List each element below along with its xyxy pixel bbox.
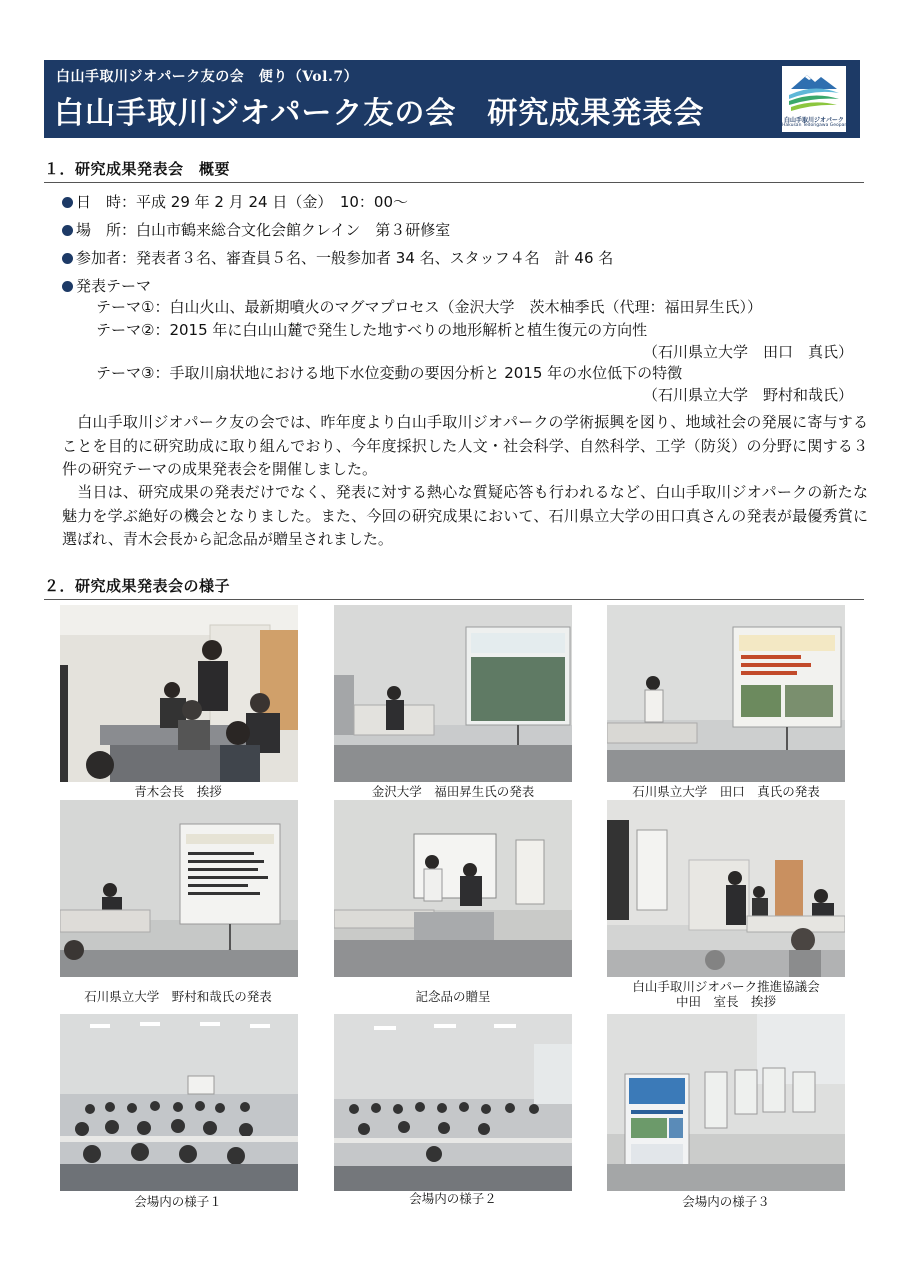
theme-title: 白山火山、最新期噴火のマグマプロセス（金沢大学 茨木柚季氏（代理：福田昇生氏）） xyxy=(169,298,762,316)
photo-image xyxy=(607,1014,845,1191)
photo-image xyxy=(607,605,845,782)
photo-council-speech xyxy=(607,800,845,977)
photo-image xyxy=(60,800,298,977)
photo-image xyxy=(334,1014,572,1191)
photo-image xyxy=(60,1014,298,1191)
info-label: 日 時： xyxy=(76,193,137,211)
theme-item-3 xyxy=(96,362,682,383)
bullet-icon xyxy=(62,225,73,236)
theme-item-1 xyxy=(96,296,762,317)
photo-image xyxy=(607,800,845,977)
info-label: 発表テーマ xyxy=(76,277,152,295)
info-item-themes xyxy=(62,275,151,296)
photo-caption: 金沢大学 福田昇生氏の発表 xyxy=(371,784,535,799)
geopark-logo xyxy=(782,66,849,132)
info-value: 平成 29 年 2 月 24 日（金） 10：00～ xyxy=(136,193,409,211)
info-item-datetime xyxy=(62,191,408,212)
photo-taguchi-presentation xyxy=(607,605,845,782)
photo-image xyxy=(334,800,572,977)
newsletter-subtitle: 白山手取川ジオパーク友の会 便り（Vol.7） xyxy=(56,69,359,85)
theme-title: 2015 年に白山山麓で発生した地すべりの地形解析と植生復元の方向性 xyxy=(169,321,648,339)
photo-caption-line2: 中田 室長 挨拶 xyxy=(675,994,776,1009)
theme-label: テーマ②： xyxy=(96,321,170,339)
theme-label: テーマ③： xyxy=(96,364,170,382)
photo-opening-speech xyxy=(60,605,298,782)
bullet-icon xyxy=(62,253,73,264)
geopark-logo-icon xyxy=(785,69,843,115)
photo-caption: 会場内の様子２ xyxy=(409,1191,497,1206)
body-paragraph-2: 当日は、研究成果の発表だけでなく、発表に対する熱心な質疑応答も行われるなど、白山手取川ジオパークの新たな魅力を学ぶ絶好の機会となりました。また、今回の研究成果において、石川県立大学の田口真さんの発表が最優秀賞に選ばれ、青木会長から記念品が贈呈されました。 xyxy=(62,483,868,548)
photo-caption: 白山手取川ジオパーク推進協議会 xyxy=(632,979,820,994)
photo-caption: 会場内の様子３ xyxy=(682,1194,770,1209)
theme-title: 手取川扇状地における地下水位変動の要因分析と 2015 年の水位低下の特徴 xyxy=(169,364,683,382)
info-item-participants xyxy=(62,247,613,268)
bullet-icon xyxy=(62,197,73,208)
photo-image xyxy=(60,605,298,782)
photo-caption: 記念品の贈呈 xyxy=(415,989,491,1004)
photo-nomura-presentation xyxy=(60,800,298,977)
photo-caption: 石川県立大学 田口 真氏の発表 xyxy=(632,784,820,799)
theme-affiliation-3: （石川県立大学 野村和哉氏） xyxy=(642,386,853,404)
theme-affiliation-2: （石川県立大学 田口 真氏） xyxy=(642,343,853,361)
page-title: 白山手取川ジオパーク友の会 研究成果発表会 xyxy=(54,96,705,131)
theme-item-2 xyxy=(96,319,647,340)
newsletter-header xyxy=(44,60,860,138)
logo-subtext: Hakusan Tedorigawa Geopark xyxy=(782,123,849,128)
body-paragraph-1: 白山手取川ジオパーク友の会では、昨年度より白山手取川ジオパークの学術振興を図り、地域社会の発展に寄与することを目的に研究助成に取り組んでおり、今年度採択した人文・社会科学、自然科学、工学（防災）の分野に関する３件の研究テーマの成果発表会を開催しました。 xyxy=(62,413,868,478)
photo-caption: 会場内の様子１ xyxy=(134,1194,222,1209)
info-label: 場 所： xyxy=(76,221,137,239)
logo-text: 白山手取川ジオパーク xyxy=(784,117,844,124)
photo-caption: 青木会長 挨拶 xyxy=(134,784,222,799)
photo-award-presentation xyxy=(334,800,572,977)
section-heading-photos: ２．研究成果発表会の様子 xyxy=(44,575,864,600)
section-heading-overview: １．研究成果発表会 概要 xyxy=(44,158,864,183)
photo-venue-1 xyxy=(60,1014,298,1191)
photo-venue-3 xyxy=(607,1014,845,1191)
info-value: 発表者３名、審査員５名、一般参加者 34 名、スタッフ４名 計 46 名 xyxy=(136,249,614,267)
bullet-icon xyxy=(62,281,73,292)
info-item-venue xyxy=(62,219,450,240)
photo-kanazawa-presentation xyxy=(334,605,572,782)
photo-venue-2 xyxy=(334,1014,572,1191)
theme-label: テーマ①： xyxy=(96,298,170,316)
photo-caption: 石川県立大学 野村和哉氏の発表 xyxy=(84,989,272,1004)
photo-image xyxy=(334,605,572,782)
info-value: 白山市鶴来総合文化会館クレイン 第３研修室 xyxy=(136,221,451,239)
info-label: 参加者： xyxy=(76,249,137,267)
